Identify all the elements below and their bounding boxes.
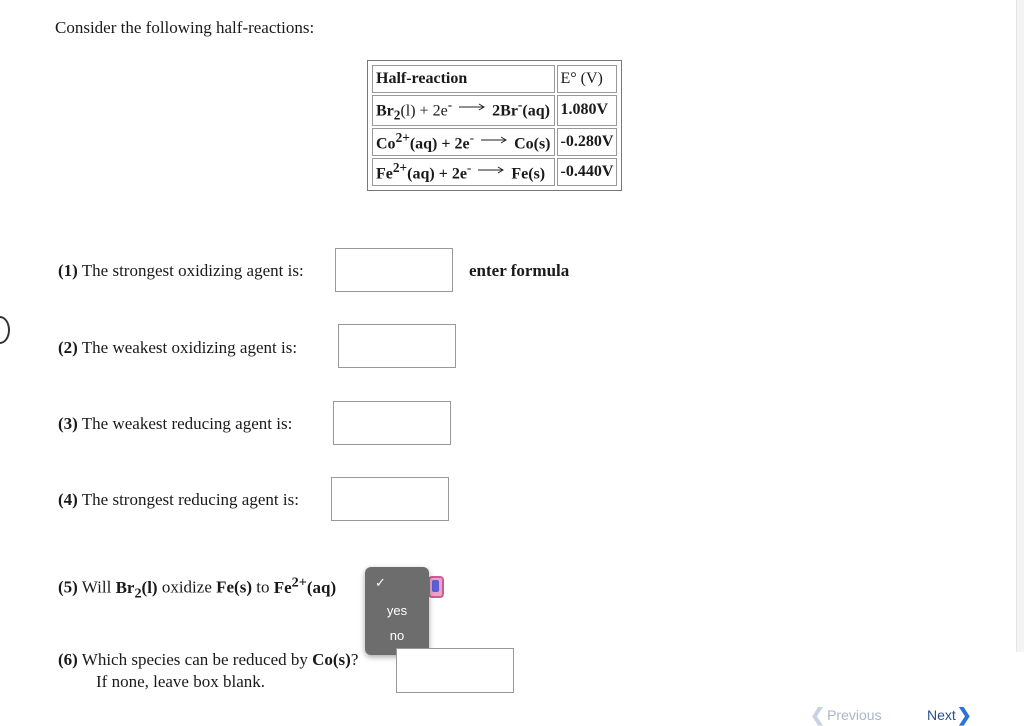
- side-panel-toggle[interactable]: [0, 316, 10, 344]
- dropdown-option-no[interactable]: no: [389, 628, 405, 643]
- weakest-oxidizing-agent-input[interactable]: [338, 324, 456, 368]
- table-row: [372, 158, 617, 186]
- answer-status-icon: [428, 576, 444, 598]
- chevron-right-icon: ❯: [956, 705, 972, 725]
- potential-co: -0.280V: [557, 128, 618, 156]
- reaction-co: $Co^{2+}(aq) + 2e^-$ Co(s): [372, 128, 555, 156]
- strongest-oxidizing-agent-input[interactable]: [335, 248, 453, 292]
- reaction-arrow-icon: [459, 103, 485, 111]
- question-6-note: If none, leave box blank.: [96, 672, 265, 691]
- question-2: (2) The weakest oxidizing agent is:: [58, 338, 298, 357]
- table-row: [372, 95, 617, 126]
- reaction-arrow-icon: [481, 136, 507, 144]
- reaction-fe: $Fe^{2+}(aq) + 2e^-$ Fe(s): [372, 158, 555, 186]
- next-button[interactable]: Next❯: [927, 705, 972, 725]
- header-potential: E° (V): [557, 65, 618, 93]
- chevron-left-icon: ❮: [810, 705, 826, 725]
- question-3: (3) The weakest reducing agent is:: [58, 414, 293, 433]
- header-half-reaction: Half-reaction: [372, 65, 555, 93]
- previous-button[interactable]: ❮ Previous: [810, 705, 882, 725]
- strongest-reducing-agent-input[interactable]: [331, 477, 449, 521]
- half-reaction-table: [367, 60, 622, 191]
- yes-no-dropdown-menu[interactable]: [365, 567, 429, 655]
- dropdown-option-yes[interactable]: yes: [386, 603, 408, 618]
- question-1: (1) The strongest oxidizing agent is:: [58, 261, 304, 280]
- check-icon: ✓: [375, 575, 386, 590]
- potential-br: 1.080V: [557, 95, 618, 126]
- scrollbar[interactable]: [1016, 0, 1024, 652]
- table-row: [372, 128, 617, 156]
- reaction-arrow-icon: [478, 166, 504, 174]
- intro-text: Consider the following half-reactions:: [55, 18, 315, 37]
- potential-fe: -0.440V: [557, 158, 618, 186]
- question-4: (4) The strongest reducing agent is:: [58, 490, 299, 509]
- weakest-reducing-agent-input[interactable]: [333, 401, 451, 445]
- question-5: (5) Will $Br_2(l)$ oxidize Fe(s) to $Fe^{2+}(aq)$: [58, 574, 337, 602]
- enter-formula-hint: enter formula: [469, 261, 570, 280]
- question-6: (6) Which species can be reduced by Co(s)?: [58, 650, 359, 669]
- reaction-br: $Br_2(l) + 2e^-$ 2Br-(aq): [372, 95, 555, 126]
- reducible-species-input[interactable]: [396, 648, 514, 693]
